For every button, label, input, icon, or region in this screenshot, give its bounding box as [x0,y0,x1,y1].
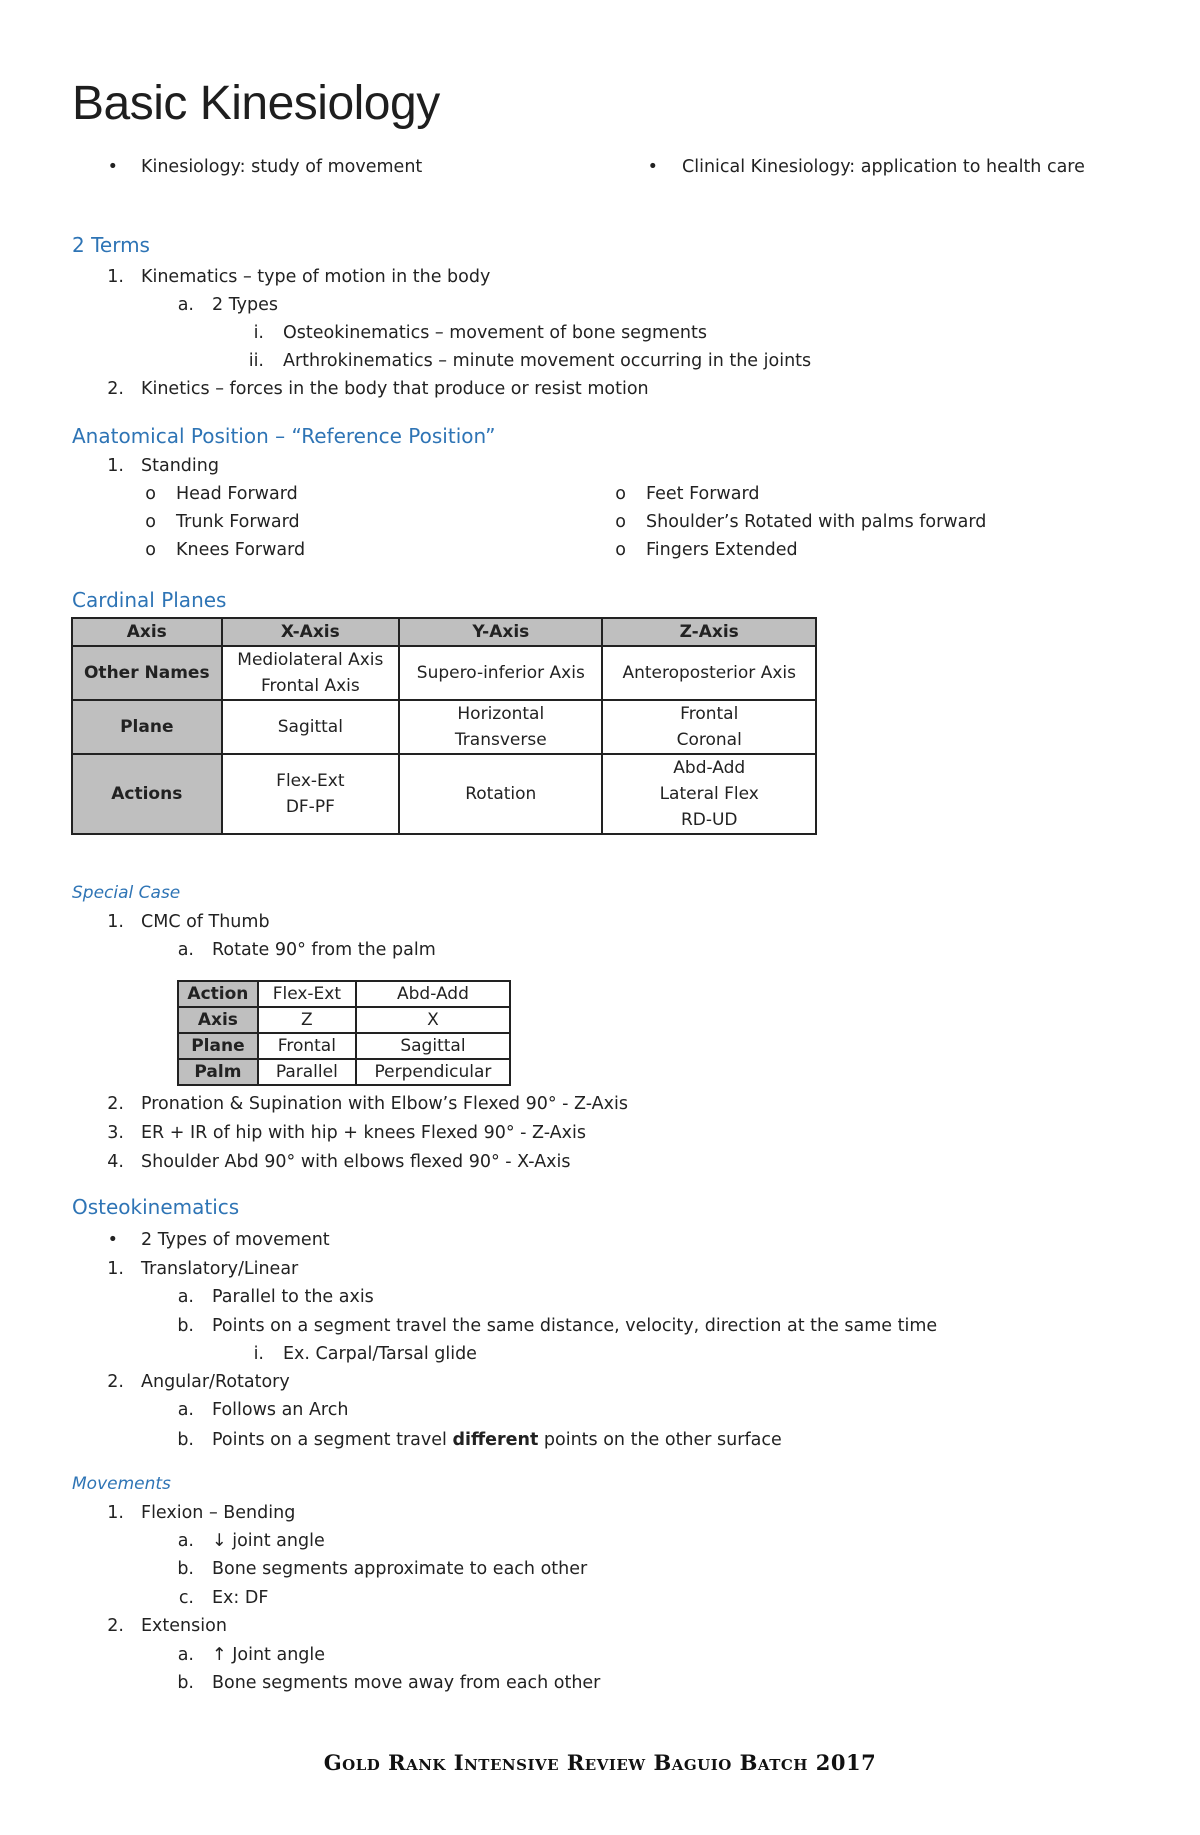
movements-item-move-away: Bone segments move away from each other [212,1673,601,1693]
table-cell [222,754,400,834]
table-row [178,1059,510,1085]
osteo-item-angular: Angular/Rotatory [141,1372,290,1392]
table-row [178,981,510,1007]
cardinal-planes-table [71,617,817,835]
cell-line: Frontal [680,704,739,724]
table-row [178,1007,510,1033]
list-number: 2. [107,1094,124,1114]
table-cell [399,700,602,754]
row-label-plane: Plane [178,1033,258,1059]
list-number: 3. [107,1123,124,1143]
anatomical-left-item: Head Forward [176,484,298,504]
circle-marker: o [615,484,626,504]
heading-anatomical-position: Anatomical Position – “Reference Position” [72,424,496,448]
terms-item-osteokinematics: Osteokinematics – movement of bone segments [283,323,707,343]
list-number: 1. [107,1503,124,1523]
terms-item-2-types: 2 Types [212,295,279,315]
cell-line: Transverse [454,730,547,750]
list-letter: b. [177,1673,194,1693]
movements-item-increase-angle: ↑ Joint angle [212,1645,326,1665]
cell-line: DF-PF [285,797,335,817]
list-letter: a. [177,1645,194,1665]
list-letter: b. [177,1316,194,1336]
table-cell [222,646,400,700]
row-label-other-names: Other Names [72,646,222,700]
table-cell: X [356,1007,510,1033]
cell-line: Mediolateral Axis [237,650,384,670]
osteo-item-arch: Follows an Arch [212,1400,349,1420]
table-cell: Parallel [258,1059,356,1085]
table-cell: Sagittal [222,700,400,754]
table-row [72,754,816,834]
table-cell: Frontal [258,1033,356,1059]
list-letter: a. [177,295,194,315]
movements-item-example-df: Ex: DF [212,1588,269,1608]
heading-special-case: Special Case [72,883,181,903]
anatomical-right-item: Shoulder’s Rotated with palms forward [646,512,987,532]
cell-line: Horizontal [457,704,545,724]
list-number: 1. [107,912,124,932]
bullet-marker: • [647,157,658,177]
list-letter: a. [177,940,194,960]
row-label-axis: Axis [178,1007,258,1033]
anatomical-right-item: Fingers Extended [646,540,798,560]
special-item-pronation: Pronation & Supination with Elbow’s Flexed 90° - Z-Axis [141,1094,628,1114]
circle-marker: o [145,512,156,532]
emphasis-text: different [452,1430,539,1450]
anatomical-left-item: Knees Forward [176,540,306,560]
osteo-item-translatory: Translatory/Linear [141,1259,299,1279]
table-cell: Anteroposterior Axis [602,646,816,700]
movements-item-approximate: Bone segments approximate to each other [212,1559,588,1579]
anatomical-left-item: Trunk Forward [176,512,300,532]
osteo-bullet-types: 2 Types of movement [141,1230,330,1250]
heading-osteokinematics: Osteokinematics [72,1195,240,1219]
terms-item-kinematics: Kinematics – type of motion in the body [141,267,491,287]
anatomical-item-standing: Standing [141,456,219,476]
page-footer: Gold Rank Intensive Review Baguio Batch 2017 [323,1750,877,1775]
special-item-rotate: Rotate 90° from the palm [212,940,436,960]
circle-marker: o [615,540,626,560]
special-item-cmc-thumb: CMC of Thumb [141,912,270,932]
list-number: 1. [107,456,124,476]
table-cell: Rotation [399,754,602,834]
row-label-plane: Plane [72,700,222,754]
text-run: points on the other surface [538,1430,782,1450]
heading-terms: 2 Terms [72,233,150,257]
circle-marker: o [615,512,626,532]
list-number: 1. [107,267,124,287]
table-cell: Perpendicular [356,1059,510,1085]
row-label-palm: Palm [178,1059,258,1085]
table-cell: Sagittal [356,1033,510,1059]
table-cell: Abd-Add [356,981,510,1007]
anatomical-right-item: Feet Forward [646,484,760,504]
terms-item-kinetics: Kinetics – forces in the body that produce or resist motion [141,379,649,399]
list-roman: i. [253,323,264,343]
table-cell [602,754,816,834]
list-letter: a. [177,1531,194,1551]
table-header-cell: X-Axis [222,618,400,646]
row-label-action: Action [178,981,258,1007]
special-item-shoulder-abd: Shoulder Abd 90° with elbows flexed 90° - X-Axis [141,1152,571,1172]
table-header-row [72,618,816,646]
heading-movements: Movements [72,1474,171,1494]
intro-clinical-kinesiology: Clinical Kinesiology: application to health care [682,157,1085,177]
table-cell [602,700,816,754]
cell-line: Coronal [676,730,742,750]
circle-marker: o [145,484,156,504]
cell-line: Frontal Axis [260,676,360,696]
table-row [72,700,816,754]
list-roman: ii. [248,351,264,371]
list-letter: c. [178,1588,194,1608]
heading-cardinal-planes: Cardinal Planes [72,588,227,612]
movements-item-decrease-angle: ↓ joint angle [212,1531,325,1551]
table-row [72,646,816,700]
thumb-cmc-table [177,980,511,1086]
table-header-cell: Y-Axis [399,618,602,646]
osteo-item-points-same: Points on a segment travel the same distance, velocity, direction at the same time [212,1316,938,1336]
osteo-item-example-glide: Ex. Carpal/Tarsal glide [283,1344,477,1364]
table-cell: Flex-Ext [258,981,356,1007]
page-title: Basic Kinesiology [72,77,440,130]
special-item-er-ir-hip: ER + IR of hip with hip + knees Flexed 90° - Z-Axis [141,1123,586,1143]
cell-line: Abd-Add [673,758,746,778]
list-number: 2. [107,1372,124,1392]
table-cell: Z [258,1007,356,1033]
list-letter: a. [177,1287,194,1307]
movements-item-flexion: Flexion – Bending [141,1503,296,1523]
intro-kinesiology: Kinesiology: study of movement [141,157,423,177]
list-roman: i. [253,1344,264,1364]
cell-line: Flex-Ext [276,771,345,791]
table-cell: Supero-inferior Axis [399,646,602,700]
list-number: 1. [107,1259,124,1279]
list-number: 4. [107,1152,124,1172]
cell-line: Lateral Flex [659,784,759,804]
list-number: 2. [107,379,124,399]
table-row [178,1033,510,1059]
osteo-item-parallel: Parallel to the axis [212,1287,374,1307]
terms-item-arthrokinematics: Arthrokinematics – minute movement occurring in the joints [283,351,812,371]
bullet-marker: • [107,1230,118,1250]
row-label-actions: Actions [72,754,222,834]
cell-line: RD-UD [680,810,738,830]
list-number: 2. [107,1616,124,1636]
list-letter: b. [177,1559,194,1579]
movements-item-extension: Extension [141,1616,227,1636]
list-letter: a. [177,1400,194,1420]
text-run: Points on a segment travel [212,1430,453,1450]
table-header-cell: Axis [72,618,222,646]
osteo-item-points-different [212,1430,782,1450]
list-letter: b. [177,1430,194,1450]
circle-marker: o [145,540,156,560]
table-header-cell: Z-Axis [602,618,816,646]
bullet-marker: • [107,157,118,177]
